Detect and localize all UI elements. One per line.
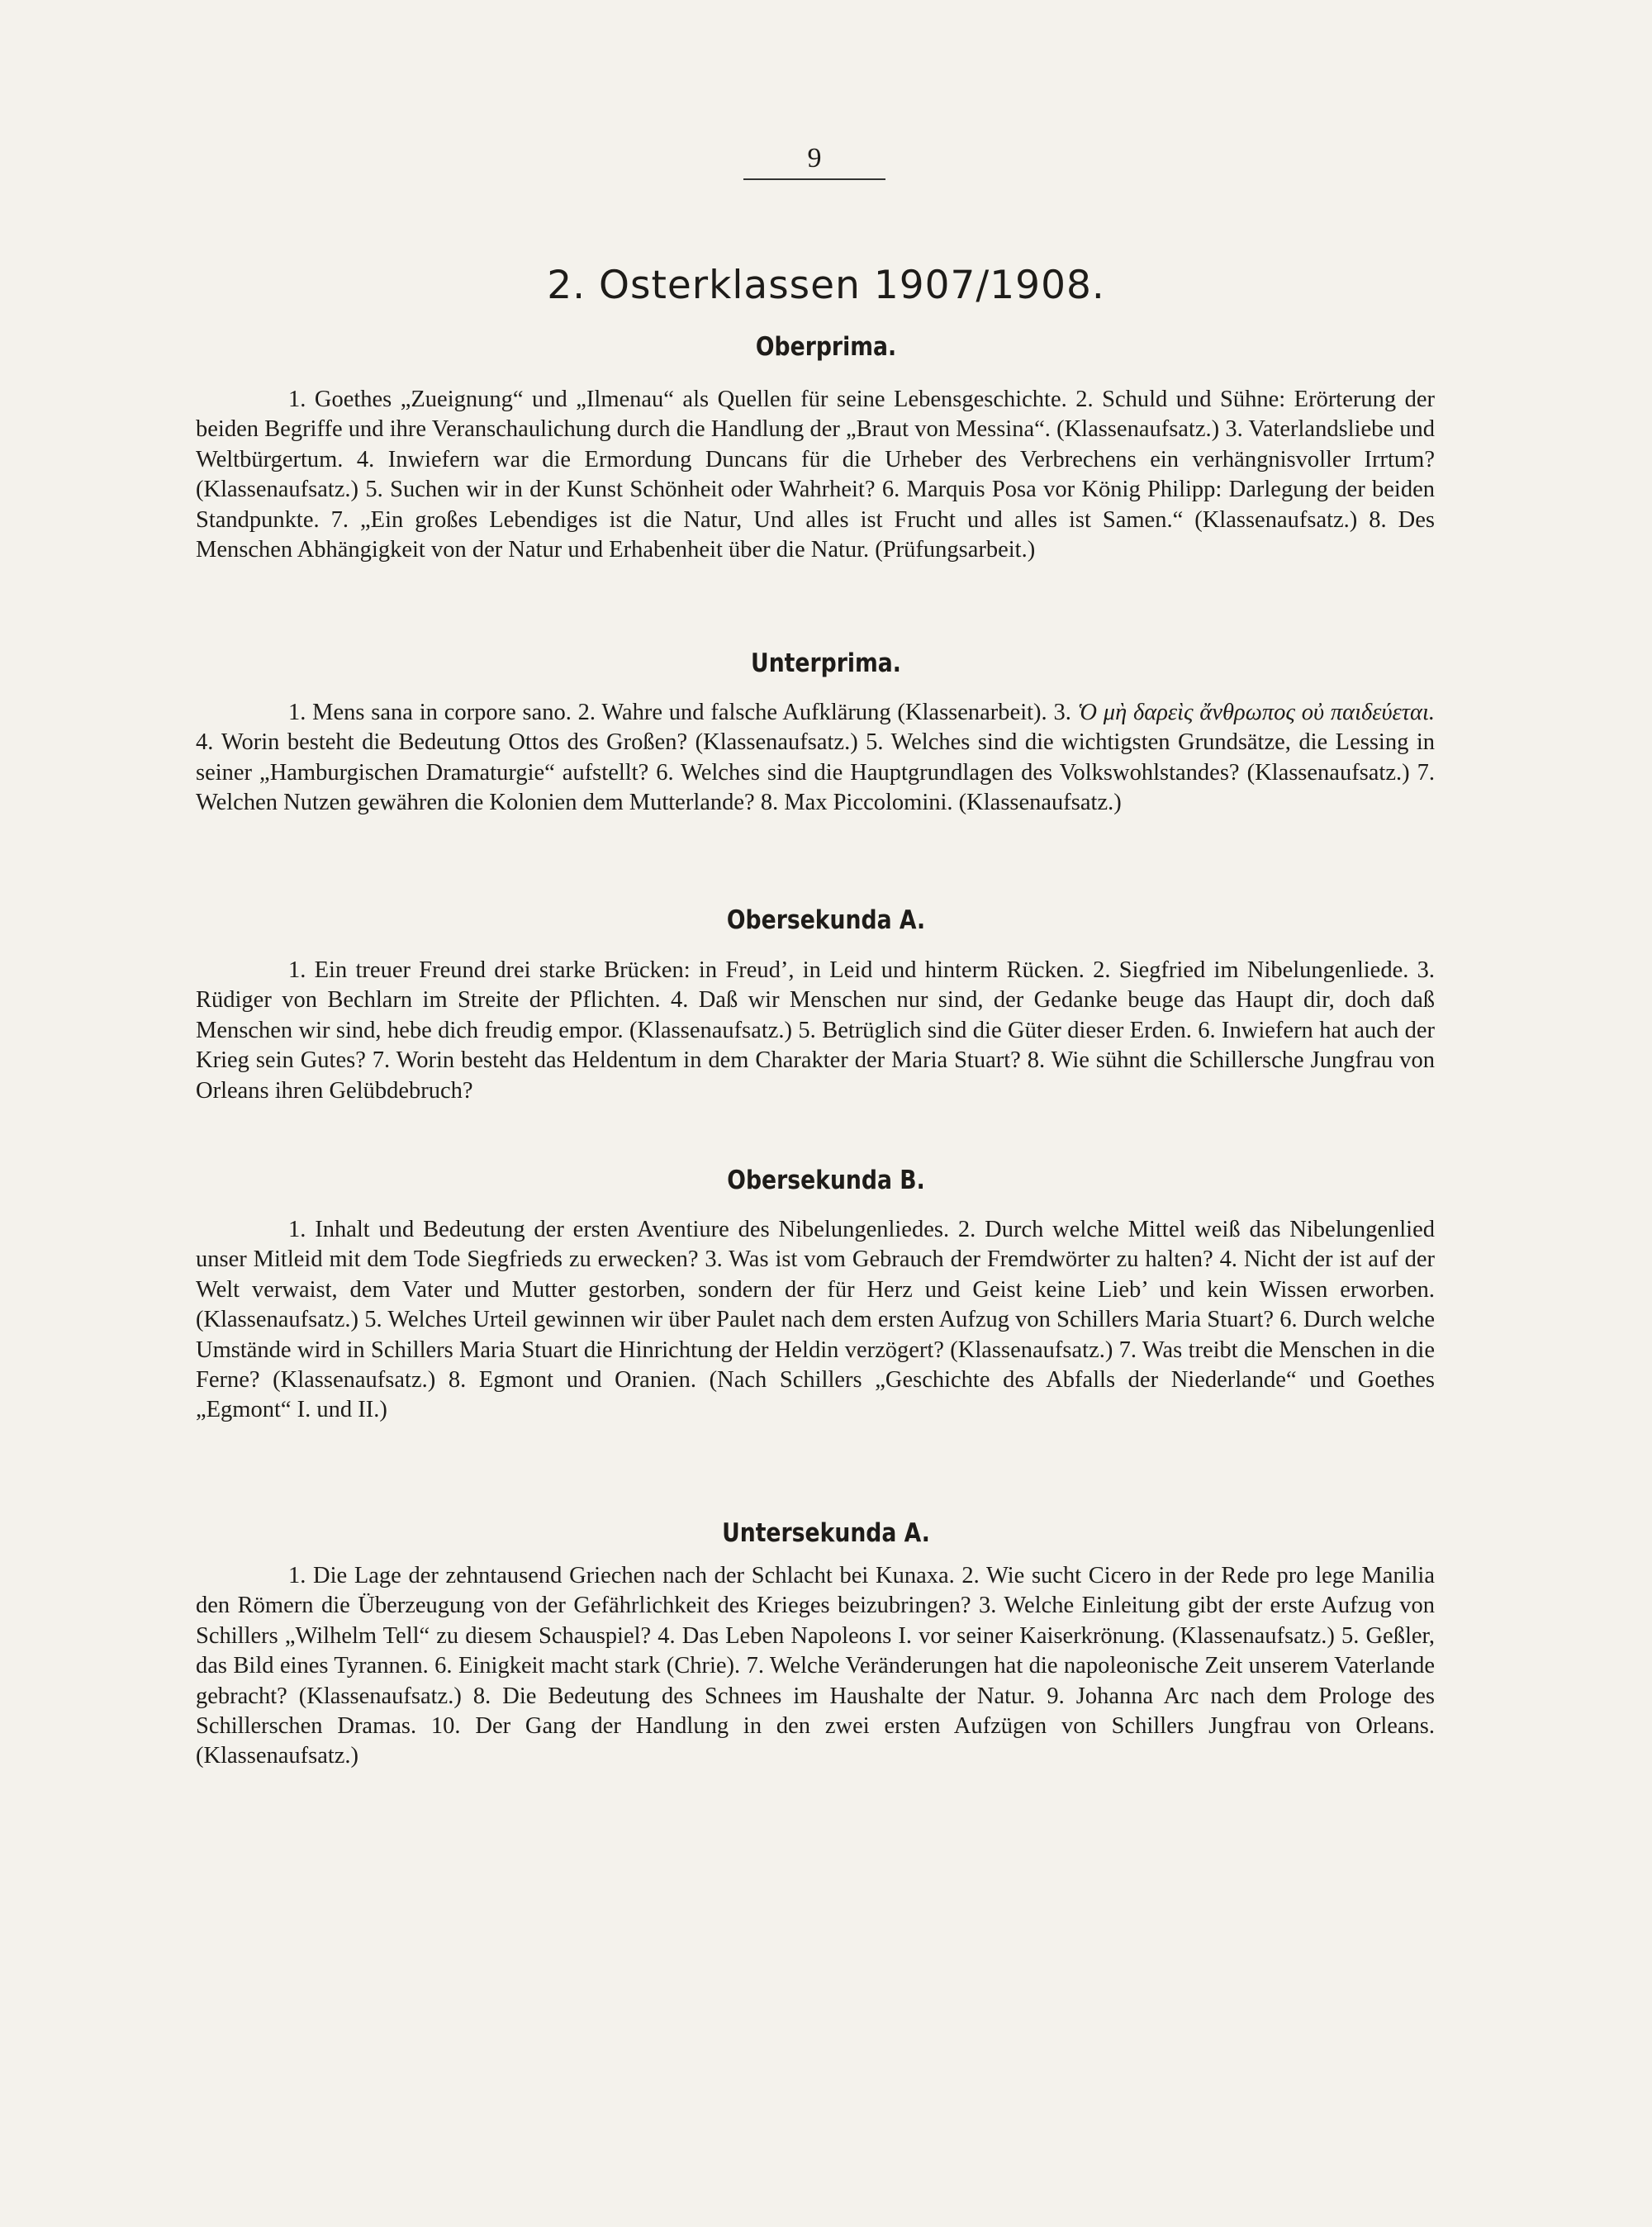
unterprima-text-start: 1. Mens sana in corpore sano. 2. Wahre und falsche Aufklärung (Klassenarbeit). 3. — [288, 700, 1071, 725]
section-text-unterprima — [196, 698, 1435, 819]
unterprima-text-end: 4. Worin besteht die Bedeutung Ottos des Großen? (Klassenaufsatz.) 5. Welches sind die wichtigsten Grundsätze, die Lessing in seiner „Hamburgischen Dramaturgie“ aufstellt? 6. Welches sind die Hauptgrundlagen des Volkswohlstandes? (Klassenaufsatz.) 7. Welchen Nutzen gewähren die Kolonien dem Mutterlande? 8. Max Piccolomini. (Klassenaufsatz.) — [196, 729, 1435, 816]
section-heading-untersekunda-a: Untersekunda A. — [722, 1518, 930, 1548]
page-number: 9 — [743, 140, 885, 180]
section-heading-oberprima: Oberprima. — [755, 332, 897, 362]
section-text-untersekunda-a: 1. Die Lage der zehntausend Griechen nach der Schlacht bei Kunaxa. 2. Wie sucht Cicero in der Rede pro lege Manilia den Römern die Überzeugung von der Gefährlichkeit des Krieges beizubringen? 3. Welche Einleitung gibt der erste Aufzug von Schillers „Wilhelm Tell“ zu diesem Schauspiel? 4. Das Leben Napoleons I. vor seiner Kaiserkrönung. (Klassenaufsatz.) 5. Geßler, das Bild eines Tyrannen. 6. Einigkeit macht stark (Chrie). 7. Welche Veränderungen hat die napoleonische Zeit unserem Vaterlande gebracht? (Klassenaufsatz.) 8. Die Bedeutung des Schnees im Haushalte der Natur. 9. Johanna Arc nach dem Prologe des Schillerschen Dramas. 10. Der Gang der Handlung in den zwei ersten Aufzügen von Schillers Jungfrau von Orleans. (Klassenaufsatz.) — [196, 1563, 1435, 1769]
section-text-oberprima: 1. Goethes „Zueignung“ und „Ilmenau“ als Quellen für seine Lebensgeschichte. 2. Schuld und Sühne: Erörterung der beiden Begriffe und ihre Veranschaulichung durch die Handlung der „Braut von Messina“. (Klassenaufsatz.) 3. Vaterlandsliebe und Weltbürgertum. 4. Inwiefern war die Ermordung Duncans für die Urheber des Verbrechens ein verhängnisvoller Irrtum? (Klassenaufsatz.) 5. Suchen wir in der Kunst Schönheit oder Wahrheit? 6. Marquis Posa vor König Philipp: Darlegung der beiden Standpunkte. 7. „Ein großes Lebendiges ist die Natur, Und alles ist Frucht und alles ist Samen.“ (Klassenaufsatz.) 8. Des Menschen Abhängigkeit von der Natur und Erhabenheit über die Natur. (Prüfungsarbeit.) — [196, 387, 1435, 563]
section-heading-obersekunda-b: Obersekunda B. — [727, 1166, 925, 1195]
section-heading-obersekunda-a: Obersekunda A. — [726, 905, 926, 935]
section-text-obersekunda-b: 1. Inhalt und Bedeutung der ersten Aventiure des Nibelungenliedes. 2. Durch welche Mittel weiß das Nibelungenlied unser Mitleid mit dem Tode Siegfrieds zu erwecken? 3. Was ist vom Gebrauch der Fremdwörter zu halten? 4. Nicht der ist auf der Welt verwaist, dem Vater und Mutter gestorben, sondern der für Herz und Geist keine Lieb’ und kein Wissen erworben. (Klassenaufsatz.) 5. Welches Urteil gewinnen wir über Paulet nach dem ersten Aufzug von Schillers Maria Stuart? 6. Durch welche Umstände wird in Schillers Maria Stuart die Hinrichtung der Heldin verzögert? (Klassenaufsatz.) 7. Was treibt die Menschen in die Ferne? (Klassenaufsatz.) 8. Egmont und Oranien. (Nach Schillers „Geschichte des Abfalls der Niederlande“ und Goethes „Egmont“ I. und II.) — [196, 1217, 1435, 1423]
page-title: 2. Osterklassen 1907/1908. — [547, 263, 1105, 308]
section-heading-unterprima: Unterprima. — [751, 648, 901, 678]
greek-quotation: Ὁ μὴ δαρεὶς ἄνθρωπος οὐ παιδεύεται. — [1077, 700, 1435, 725]
section-text-obersekunda-a: 1. Ein treuer Freund drei starke Brücken: in Freud’, in Leid und hinterm Rücken. 2. Siegfried im Nibelungenliede. 3. Rüdiger von Bechlarn im Streite der Pflichten. 4. Daß wir Menschen nur sind, der Gedanke beuge das Haupt dir, doch daß Menschen wir sind, hebe dich freudig empor. (Klassenaufsatz.) 5. Betrüglich sind die Güter dieser Erden. 6. Inwiefern hat auch der Krieg sein Gutes? 7. Worin besteht das Heldentum in dem Charakter der Maria Stuart? 8. Wie sühnt die Schillersche Jungfrau von Orleans ihren Gelübdebruch? — [196, 957, 1435, 1104]
